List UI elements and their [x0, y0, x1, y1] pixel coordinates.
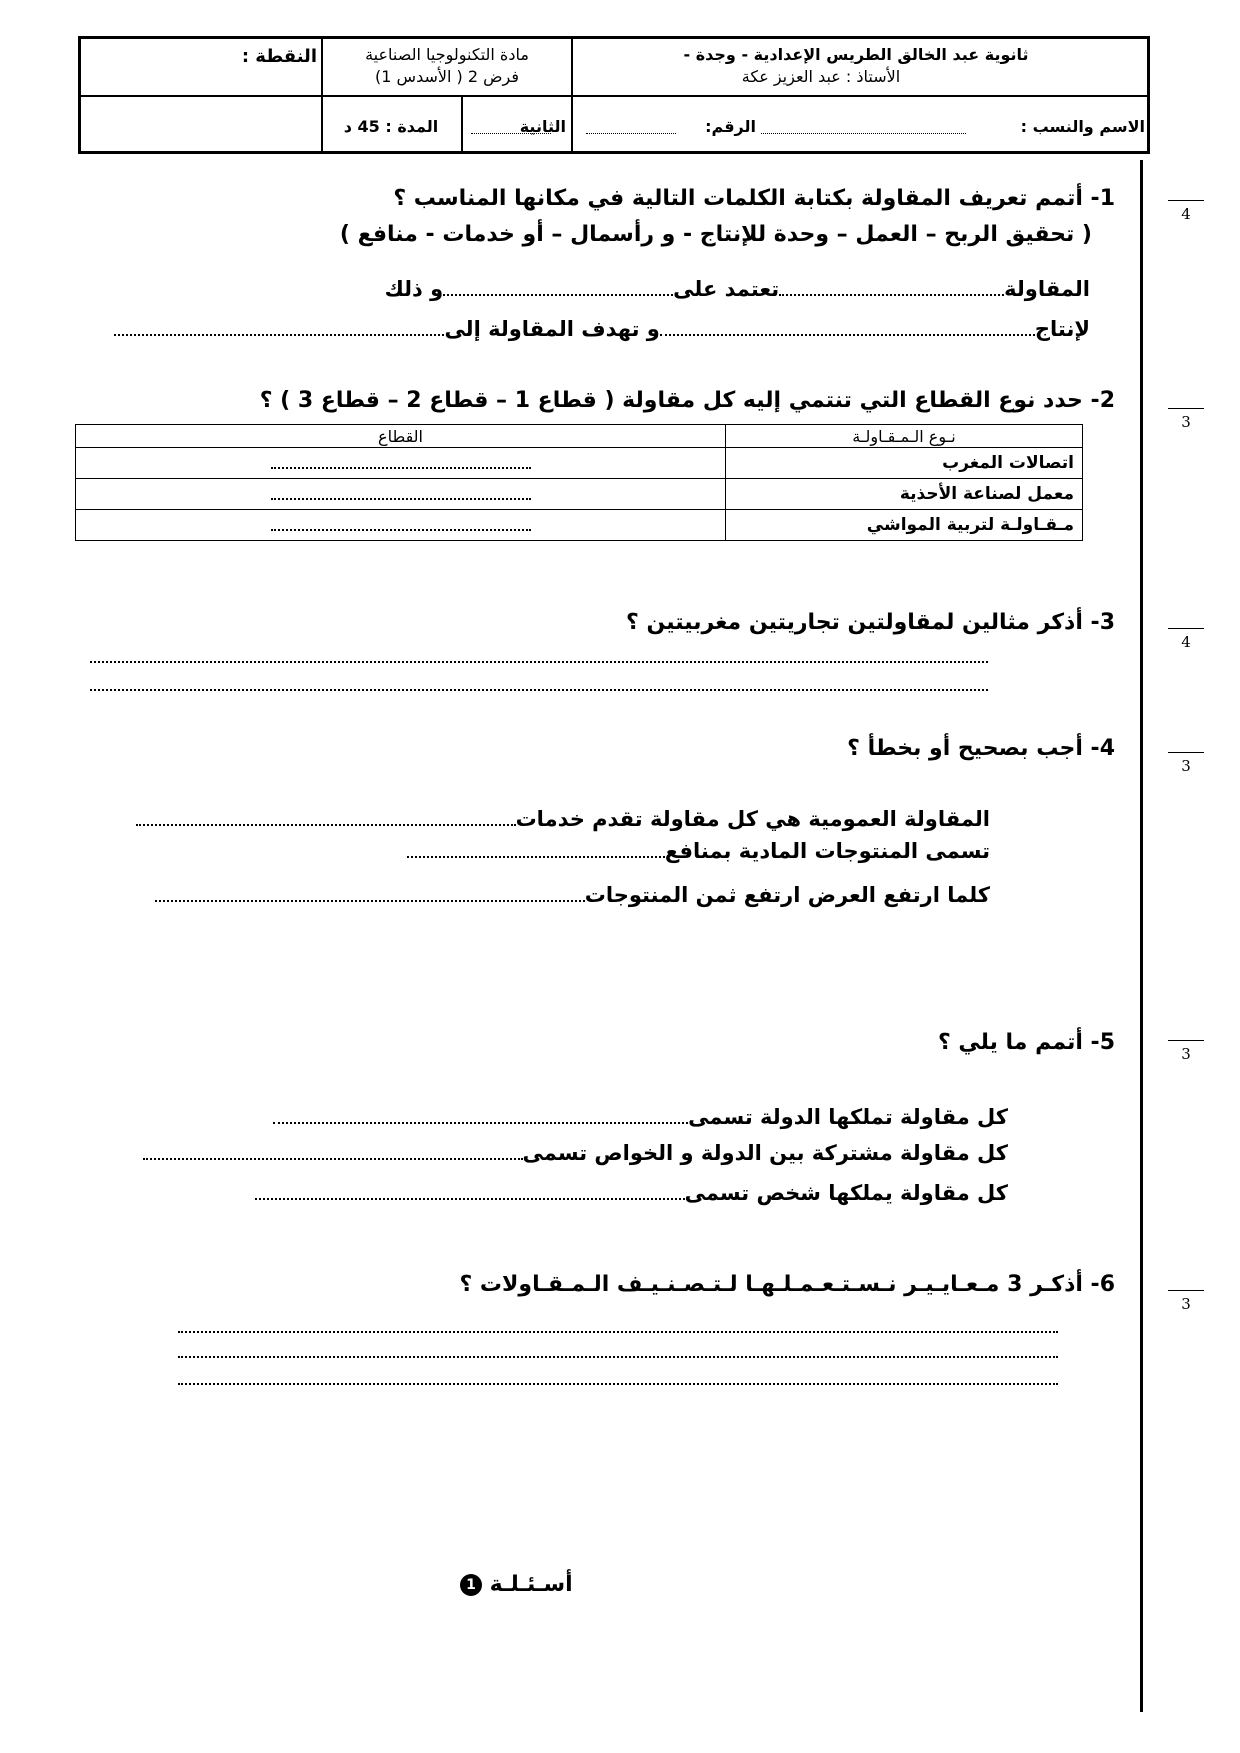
q5-title: 5- أتمم ما يلي ؟ [937, 1030, 1115, 1055]
class-field[interactable] [471, 133, 551, 134]
table-row: اتصالات المغرب [76, 448, 1083, 479]
q5-item: كل مقاولة مشتركة بين الدولة و الخواص تسمى [143, 1140, 1008, 1165]
subject-name: مادة التكنولوجيا الصناعية [365, 45, 529, 64]
margin-rule [1140, 160, 1143, 1712]
table-row: معمل لصناعة الأحذية [76, 479, 1083, 510]
sector-table [75, 424, 1083, 541]
col-kind: نـوع الـمـقـاولـة [726, 425, 1083, 448]
answer-line[interactable] [90, 660, 988, 663]
col-sector: القطاع [76, 425, 726, 448]
q4-item: تسمى المنتوجات المادية بمنافع [407, 838, 990, 863]
q3-mark: 4 [1168, 628, 1204, 651]
q4-title: 4- أجب بصحيح أو بخطأ ؟ [847, 736, 1115, 761]
answer-line[interactable] [178, 1382, 1058, 1385]
q5-item: كل مقاولة يملكها شخص تسمى [255, 1180, 1008, 1205]
name-label: الاسم والنسب : [1020, 117, 1145, 136]
sector-answer[interactable] [76, 510, 726, 541]
q5-mark: 3 [1168, 1040, 1204, 1063]
name-field[interactable] [761, 133, 966, 134]
q1-line1: المقاولةتعتمد علىو ذلك [384, 277, 1090, 301]
sector-answer[interactable] [76, 479, 726, 510]
q4-item: كلما ارتفع العرض ارتفع ثمن المنتوجات [155, 882, 990, 907]
header-table [78, 36, 1150, 154]
school-name: ثانوية عبد الخالق الطريس الإعدادية - وجدة - [683, 45, 1029, 64]
page-number-badge: 1 [460, 1574, 482, 1596]
q1-line2: لإنتاجو تهدف المقاولة إلى [114, 316, 1090, 341]
q1-title: 1- أتمم تعريف المقاولة بكتابة الكلمات التالية في مكانها المناسب ؟ [393, 186, 1115, 211]
q6-mark: 3 [1168, 1290, 1204, 1313]
q6-title: 6- أذكـر 3 مـعـايـيـر نـسـتـعـمـلـهـا لـتـصـنـيـف الـمـقـاولات ؟ [459, 1272, 1115, 1297]
answer-line[interactable] [90, 688, 988, 691]
q1-mark: 4 [1168, 200, 1204, 223]
q2-mark: 3 [1168, 408, 1204, 431]
number-label: الرقم: [705, 117, 756, 136]
class-label: الثانية [519, 117, 566, 136]
q3-title: 3- أذكر مثالين لمقاولتين تجاريتين مغربيتين ؟ [626, 610, 1115, 635]
grade-label: النقطة : [241, 46, 317, 67]
q4-mark: 3 [1168, 752, 1204, 775]
exam-title: فرض 2 ( الأسدس 1) [375, 67, 519, 86]
q4-item: المقاولة العمومية هي كل مقاولة تقدم خدمات [136, 806, 990, 831]
answer-line[interactable] [178, 1355, 1058, 1358]
footer-label: أسـئـلـة 1 [460, 1572, 573, 1597]
number-field[interactable] [586, 133, 676, 134]
answer-line[interactable] [178, 1330, 1058, 1333]
teacher-name: الأستاذ : عبد العزيز عكة [741, 67, 901, 86]
table-row: مـقـاولـة لتربية المواشي [76, 510, 1083, 541]
q1-words: ( تحقيق الربح – العمل – وحدة للإنتاج - و رأسمال – أو خدمات - منافع ) [339, 222, 1092, 247]
duration-label: المدة : 45 د [343, 117, 439, 136]
q2-title: 2- حدد نوع القطاع التي تنتمي إليه كل مقاولة ( قطاع 1 – قطاع 2 – قطاع 3 ) ؟ [259, 388, 1115, 413]
sector-answer[interactable] [76, 448, 726, 479]
q5-item: كل مقاولة تملكها الدولة تسمى [273, 1104, 1008, 1129]
